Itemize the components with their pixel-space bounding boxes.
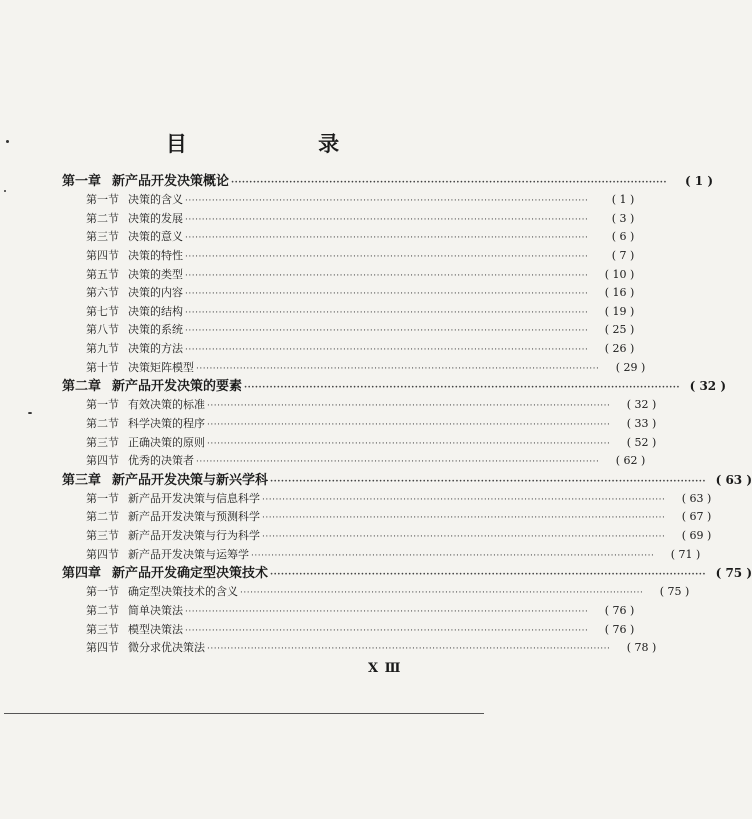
toc-entry-title: 决策的方法 (128, 341, 183, 355)
toc-entry-title: 科学决策的程序 (128, 416, 205, 430)
toc-entry-title: 决策的含义 (128, 193, 183, 207)
toc-entry-page: ( 26 ) (604, 341, 635, 355)
toc-entry-title: 确定型决策技术的含义 (128, 585, 238, 599)
toc-entry-number: 第二节 (86, 211, 119, 225)
toc-section-row (62, 284, 635, 303)
toc-leader-dots: ························································································································ (185, 607, 589, 618)
toc-entry-page: ( 6 ) (611, 230, 635, 244)
toc-entry-page: ( 16 ) (604, 286, 635, 300)
toc-entry-title: 新产品开发决策与预测科学 (128, 510, 260, 524)
toc-leader-dots: ························································································································ (185, 233, 589, 244)
toc-leader-dots: ························································································································ (185, 251, 589, 262)
toc-entry-page: ( 76 ) (604, 604, 635, 618)
toc-entry-number: 第四节 (86, 454, 119, 468)
toc-section-row (62, 434, 657, 453)
toc-section-row (62, 210, 635, 229)
toc-section-row (62, 546, 701, 565)
toc-leader-dots: ························································································································ (207, 401, 611, 412)
toc-leader-dots: ························································································································ (196, 457, 600, 468)
toc-entry-title: 有效决策的标准 (128, 398, 205, 412)
toc-entry-number: 第三节 (86, 230, 119, 244)
toc-entry-number: 第四节 (86, 248, 119, 262)
toc-section-row (62, 415, 657, 434)
toc-entry-page: ( 75 ) (659, 585, 690, 599)
toc-leader-dots: ························································································································ (207, 438, 611, 449)
toc-section-row (62, 266, 635, 285)
toc-entry-title: 决策的系统 (128, 323, 183, 337)
toc-entry-number: 第四节 (86, 547, 119, 561)
toc-leader-dots: ························································································································ (185, 344, 589, 355)
toc-entry-page: ( 10 ) (604, 267, 635, 281)
toc-entry-number: 第一节 (86, 193, 119, 207)
toc-section-row (62, 191, 635, 210)
toc-entry-title: 微分求优决策法 (128, 641, 205, 655)
toc-chapter-row (62, 564, 752, 583)
toc-entry-page: ( 76 ) (604, 622, 635, 636)
toc-section-row (62, 490, 712, 509)
toc-section-row (62, 321, 635, 340)
toc-section-row (62, 639, 657, 658)
toc-leader-dots: ························································································································ (240, 588, 644, 599)
toc-entry-number: 第八节 (86, 323, 119, 337)
toc-entry-page: ( 32 ) (626, 398, 657, 412)
toc-entry-title: 决策的结构 (128, 304, 183, 318)
toc-leader-dots: ························································································································ (244, 383, 681, 394)
toc-leader-dots: ························································································································ (270, 476, 707, 487)
toc-entry-number: 第三章 (62, 472, 102, 488)
toc-entry-page: ( 71 ) (670, 547, 701, 561)
toc-section-row (62, 452, 646, 471)
toc-entry-page: ( 32 ) (689, 379, 727, 394)
toc-entry-title: 新产品开发决策概论 (112, 174, 230, 189)
toc-entry-page: ( 33 ) (626, 416, 657, 430)
toc-entry-page: ( 62 ) (615, 454, 646, 468)
toc-entry-title: 决策的发展 (128, 211, 183, 225)
toc-entry-page: ( 63 ) (715, 472, 752, 487)
toc-leader-dots: ························································································································ (262, 513, 666, 524)
toc-entry-number: 第九节 (86, 341, 119, 355)
toc-entry-number: 第四节 (86, 641, 119, 655)
toc-section-row (62, 396, 657, 415)
toc-section-row (62, 228, 635, 247)
toc-entry-number: 第七节 (86, 304, 119, 318)
toc-entry-title: 决策矩阵模型 (128, 360, 194, 374)
toc-entry-title: 决策的内容 (128, 286, 183, 300)
scan-speck (6, 140, 9, 143)
toc-entry-number: 第一节 (86, 491, 119, 505)
toc-chapter-row (62, 471, 752, 490)
toc-section-row (62, 303, 635, 322)
page-title: 目 录 (165, 131, 402, 156)
toc-entry-page: ( 78 ) (626, 641, 657, 655)
toc-entry-number: 第五节 (86, 267, 119, 281)
toc-entry-title: 新产品开发确定型决策技术 (112, 566, 269, 582)
toc-leader-dots: ························································································································ (196, 363, 600, 374)
toc-section-row (62, 508, 712, 527)
toc-entry-title: 决策的类型 (128, 267, 183, 281)
toc-entry-title: 优秀的决策者 (128, 454, 194, 468)
toc-chapter-row (62, 172, 714, 191)
table-of-contents (62, 172, 752, 658)
toc-entry-page: ( 7 ) (611, 248, 635, 262)
toc-entry-title: 新产品开发决策与运筹学 (128, 547, 249, 561)
toc-section-row (62, 602, 635, 621)
toc-leader-dots: ························································································································ (185, 214, 589, 225)
toc-entry-page: ( 19 ) (604, 304, 635, 318)
toc-entry-title: 正确决策的原则 (128, 435, 205, 449)
toc-entry-page: ( 67 ) (681, 510, 712, 524)
toc-section-row (62, 583, 690, 602)
toc-chapter-row (62, 377, 727, 396)
toc-leader-dots: ························································································································ (185, 270, 589, 281)
scan-speck (4, 190, 6, 192)
toc-entry-number: 第三节 (86, 529, 119, 543)
toc-entry-number: 第一节 (86, 585, 119, 599)
toc-section-row (62, 340, 635, 359)
bottom-rule (4, 713, 484, 714)
page-number: X Ⅲ (368, 661, 402, 676)
toc-entry-number: 第二节 (86, 416, 119, 430)
toc-entry-page: ( 69 ) (681, 529, 712, 543)
toc-section-row (62, 621, 635, 640)
toc-entry-title: 决策的特性 (128, 248, 183, 262)
toc-entry-number: 第二章 (62, 379, 102, 395)
toc-entry-title: 新产品开发决策的要素 (112, 379, 243, 395)
toc-entry-number: 第四章 (62, 566, 102, 582)
toc-leader-dots: ························································································································ (185, 307, 589, 318)
toc-leader-dots: ························································································································ (262, 494, 666, 505)
toc-entry-page: ( 52 ) (626, 435, 657, 449)
toc-entry-title: 模型决策法 (128, 622, 183, 636)
toc-entry-title: 新产品开发决策与新兴学科 (112, 472, 269, 488)
toc-entry-number: 第一节 (86, 398, 119, 412)
toc-entry-title: 新产品开发决策与信息科学 (128, 491, 260, 505)
toc-entry-title: 新产品开发决策与行为科学 (128, 529, 260, 543)
toc-entry-title: 决策的意义 (128, 230, 183, 244)
toc-leader-dots: ························································································································ (231, 178, 668, 188)
toc-entry-number: 第二节 (86, 510, 119, 524)
toc-leader-dots: ························································································································ (185, 289, 589, 300)
toc-entry-page: ( 3 ) (611, 211, 635, 225)
toc-entry-title: 简单决策法 (128, 604, 183, 618)
scan-speck (28, 412, 32, 414)
toc-entry-page: ( 25 ) (604, 323, 635, 337)
toc-leader-dots: ························································································································ (185, 326, 589, 337)
toc-entry-number: 第二节 (86, 604, 119, 618)
toc-entry-number: 第三节 (86, 435, 119, 449)
toc-section-row (62, 247, 635, 266)
toc-leader-dots: ························································································································ (270, 570, 707, 581)
toc-leader-dots: ························································································································ (185, 625, 589, 636)
toc-entry-number: 第十节 (86, 360, 119, 374)
toc-entry-number: 第一章 (62, 174, 102, 189)
toc-leader-dots: ························································································································ (251, 550, 655, 561)
toc-section-row (62, 527, 712, 546)
toc-leader-dots: ························································································································ (207, 644, 611, 655)
toc-entry-page: ( 63 ) (681, 491, 712, 505)
toc-entry-page: ( 1 ) (684, 174, 714, 188)
toc-entry-page: ( 75 ) (715, 566, 752, 581)
toc-section-row (62, 359, 646, 378)
toc-leader-dots: ························································································································ (185, 196, 589, 207)
toc-entry-number: 第三节 (86, 622, 119, 636)
toc-leader-dots: ························································································································ (207, 419, 611, 430)
toc-entry-number: 第六节 (86, 286, 119, 300)
toc-entry-page: ( 29 ) (615, 360, 646, 374)
toc-leader-dots: ························································································································ (262, 532, 666, 543)
toc-entry-page: ( 1 ) (611, 193, 635, 207)
